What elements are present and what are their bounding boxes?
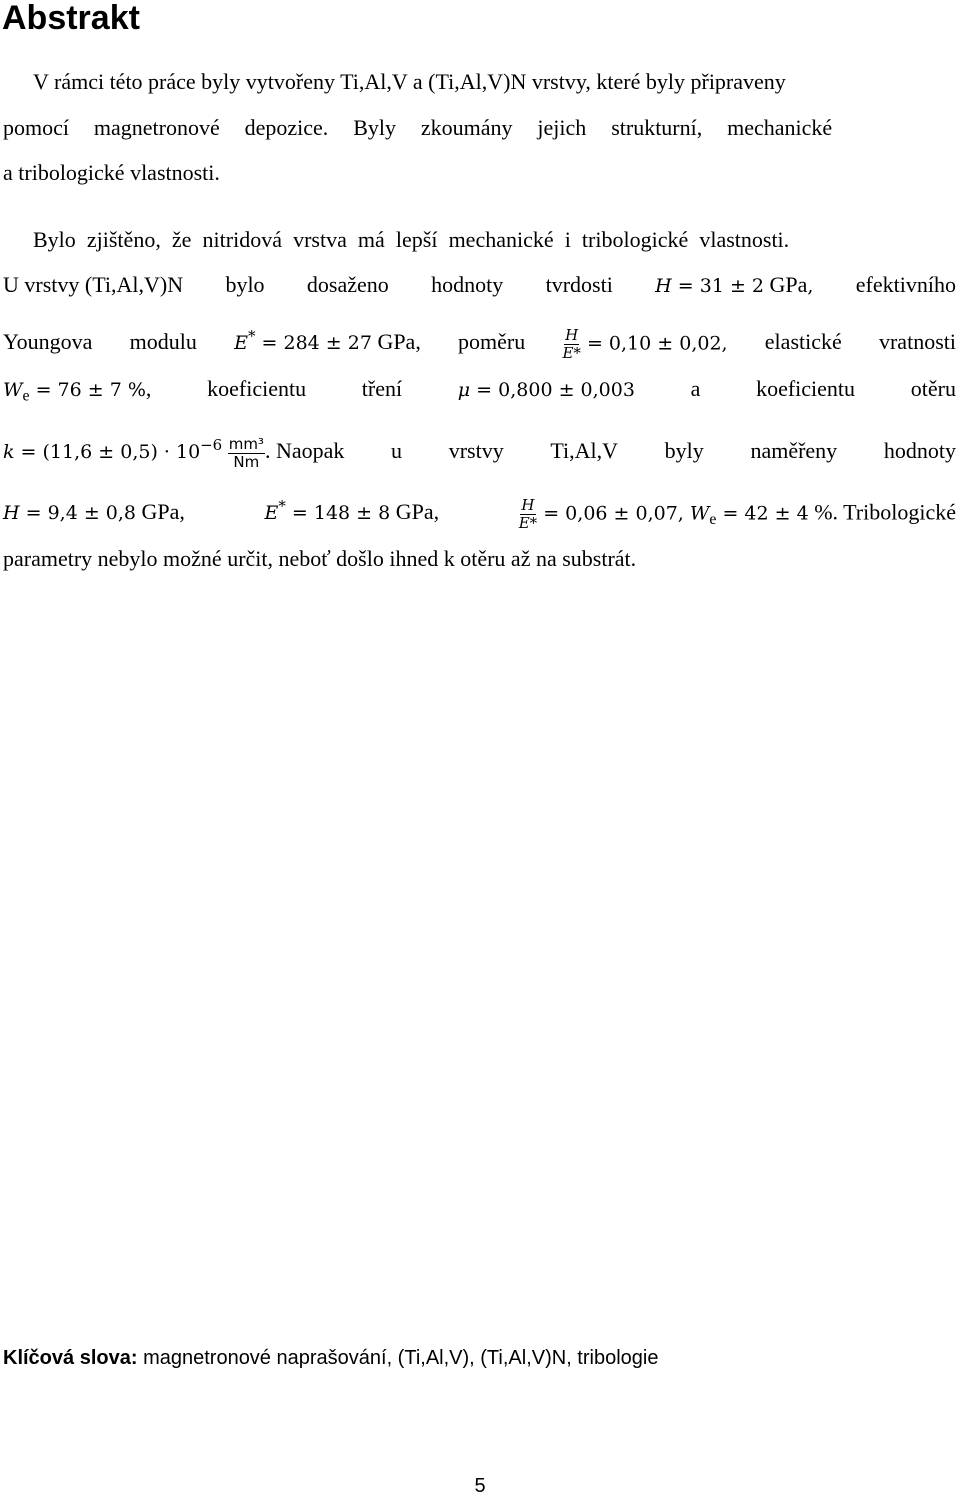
text-segment: . Naopak [264, 438, 345, 464]
paragraph-2-line-2 [3, 271, 956, 300]
fraction-numerator: H [521, 495, 535, 514]
paragraph-2-line-3 [3, 322, 956, 362]
text-segment: vrstvy [448, 438, 504, 464]
punctuation: , [145, 376, 152, 401]
modulus-formula [234, 322, 421, 357]
ratio-formula [562, 327, 727, 362]
paragraph-2-line-5 [3, 431, 956, 471]
fraction-numerator: H [565, 325, 579, 344]
math-value: = 0,10 ± 0,02 [580, 332, 722, 355]
fraction [562, 327, 580, 362]
text-segment: tvrdosti [545, 272, 613, 297]
math-value: = 31 ± 2 [671, 275, 764, 297]
math-value: = (11,6 ± 0,5) · 10 [14, 441, 201, 464]
text-segment: Ti,Al,V [550, 438, 619, 464]
text-segment: modulu [129, 329, 197, 355]
math-symbol: E [234, 332, 248, 355]
math-superscript: * [278, 497, 286, 515]
paragraph-1-line-3: a tribologické vlastnosti. [3, 160, 220, 185]
fraction-numerator: mm³ [228, 434, 264, 453]
friction-formula [458, 375, 635, 404]
modulus-formula-metal [265, 492, 440, 527]
text-segment: poměru [458, 329, 526, 355]
text-segment: efektivního [855, 272, 956, 297]
text-segment: tření [361, 376, 403, 401]
math-symbol: W [689, 502, 710, 525]
text-segment: a [690, 376, 701, 401]
math-subscript: e [22, 387, 30, 405]
text-segment: hodnoty [431, 272, 504, 297]
keywords-text: magnetronové naprašování, (Ti,Al,V), (Ti,Al,V)N, tribologie [137, 1347, 659, 1369]
punctuation: , [807, 275, 814, 297]
math-value: = 42 ± 4 [716, 502, 809, 525]
text-segment: koeficientu [207, 376, 307, 401]
fraction-denominator: Nm [233, 452, 260, 471]
text-segment: koeficientu [756, 376, 856, 401]
math-value: = 284 ± 27 [255, 332, 372, 355]
paragraph-2-line-6 [3, 492, 956, 534]
fraction-denominator: E* [562, 343, 581, 362]
text-segment: U vrstvy (Ti,Al,V)N [3, 272, 184, 297]
text-line: V rámci této práce byly vytvořeny Ti,Al,V a (Ti,Al,V)N vrstvy, které byly připraveny [33, 69, 786, 94]
math-symbol: H [3, 502, 20, 525]
wear-formula [3, 431, 344, 471]
fraction-denominator: E* [518, 513, 538, 532]
math-superscript: * [248, 327, 256, 345]
page-title: Abstrakt [2, 0, 140, 37]
page-number: 5 [474, 1475, 486, 1497]
math-symbol: μ [457, 379, 471, 401]
text-segment: vratnosti [878, 329, 956, 355]
keywords-label: Klíčová slova: [3, 1347, 138, 1369]
paragraph-2-line-1: Bylo zjištěno, že nitridová vrstva má lepší mechanické i tribologické vlastnosti. [33, 227, 790, 252]
text-segment: elastické [764, 329, 842, 355]
unit: GPa, [377, 329, 421, 355]
math-value: = 0,800 ± 0,003 [470, 379, 635, 401]
text-segment: dosaženo [306, 272, 389, 297]
math-value: = 76 ± 7 % [29, 379, 146, 401]
text-segment: u [391, 438, 403, 464]
text-segment: otěru [910, 376, 956, 401]
fraction [519, 497, 537, 532]
text-segment: naměřeny [750, 438, 838, 464]
keywords [3, 1344, 658, 1372]
text-segment: hodnoty [883, 438, 956, 464]
hardness-formula-metal [3, 498, 185, 527]
text-segment: bylo [225, 272, 265, 297]
math-exponent: −6 [200, 436, 223, 454]
paragraph-2-line-4 [3, 375, 956, 410]
paragraph-2-line-7: parametry nebylo možné určit, neboť došlo ihned k otěru až na substrát. [3, 546, 637, 571]
math-subscript: e [709, 510, 717, 528]
math-value: = 0,06 ± 0,07, [537, 502, 690, 525]
math-symbol: E [264, 502, 279, 525]
paragraph-1-line-2: pomocí magnetronové depozice. Byly zkoumány jejich strukturní, mechanické [3, 115, 833, 140]
text-segment: %. Tribologické [814, 499, 956, 525]
hardness-formula [655, 271, 813, 300]
math-value: = 9,4 ± 0,8 [19, 502, 137, 525]
unit: GPa, [395, 499, 440, 525]
math-symbol: W [3, 379, 23, 401]
unit: GPa [769, 272, 808, 297]
punctuation: , [721, 332, 728, 355]
math-symbol: k [3, 441, 15, 464]
unit-fraction [228, 436, 265, 471]
math-value: = 148 ± 8 [285, 502, 391, 525]
text-segment: byly [664, 438, 704, 464]
text-segment: Youngova [3, 329, 93, 355]
ratio-and-recovery-formula-metal [519, 497, 956, 534]
math-symbol: H [655, 275, 672, 297]
unit: GPa, [141, 499, 185, 525]
paragraph-1-line-1 [3, 68, 956, 96]
elastic-recovery-formula [3, 375, 151, 410]
